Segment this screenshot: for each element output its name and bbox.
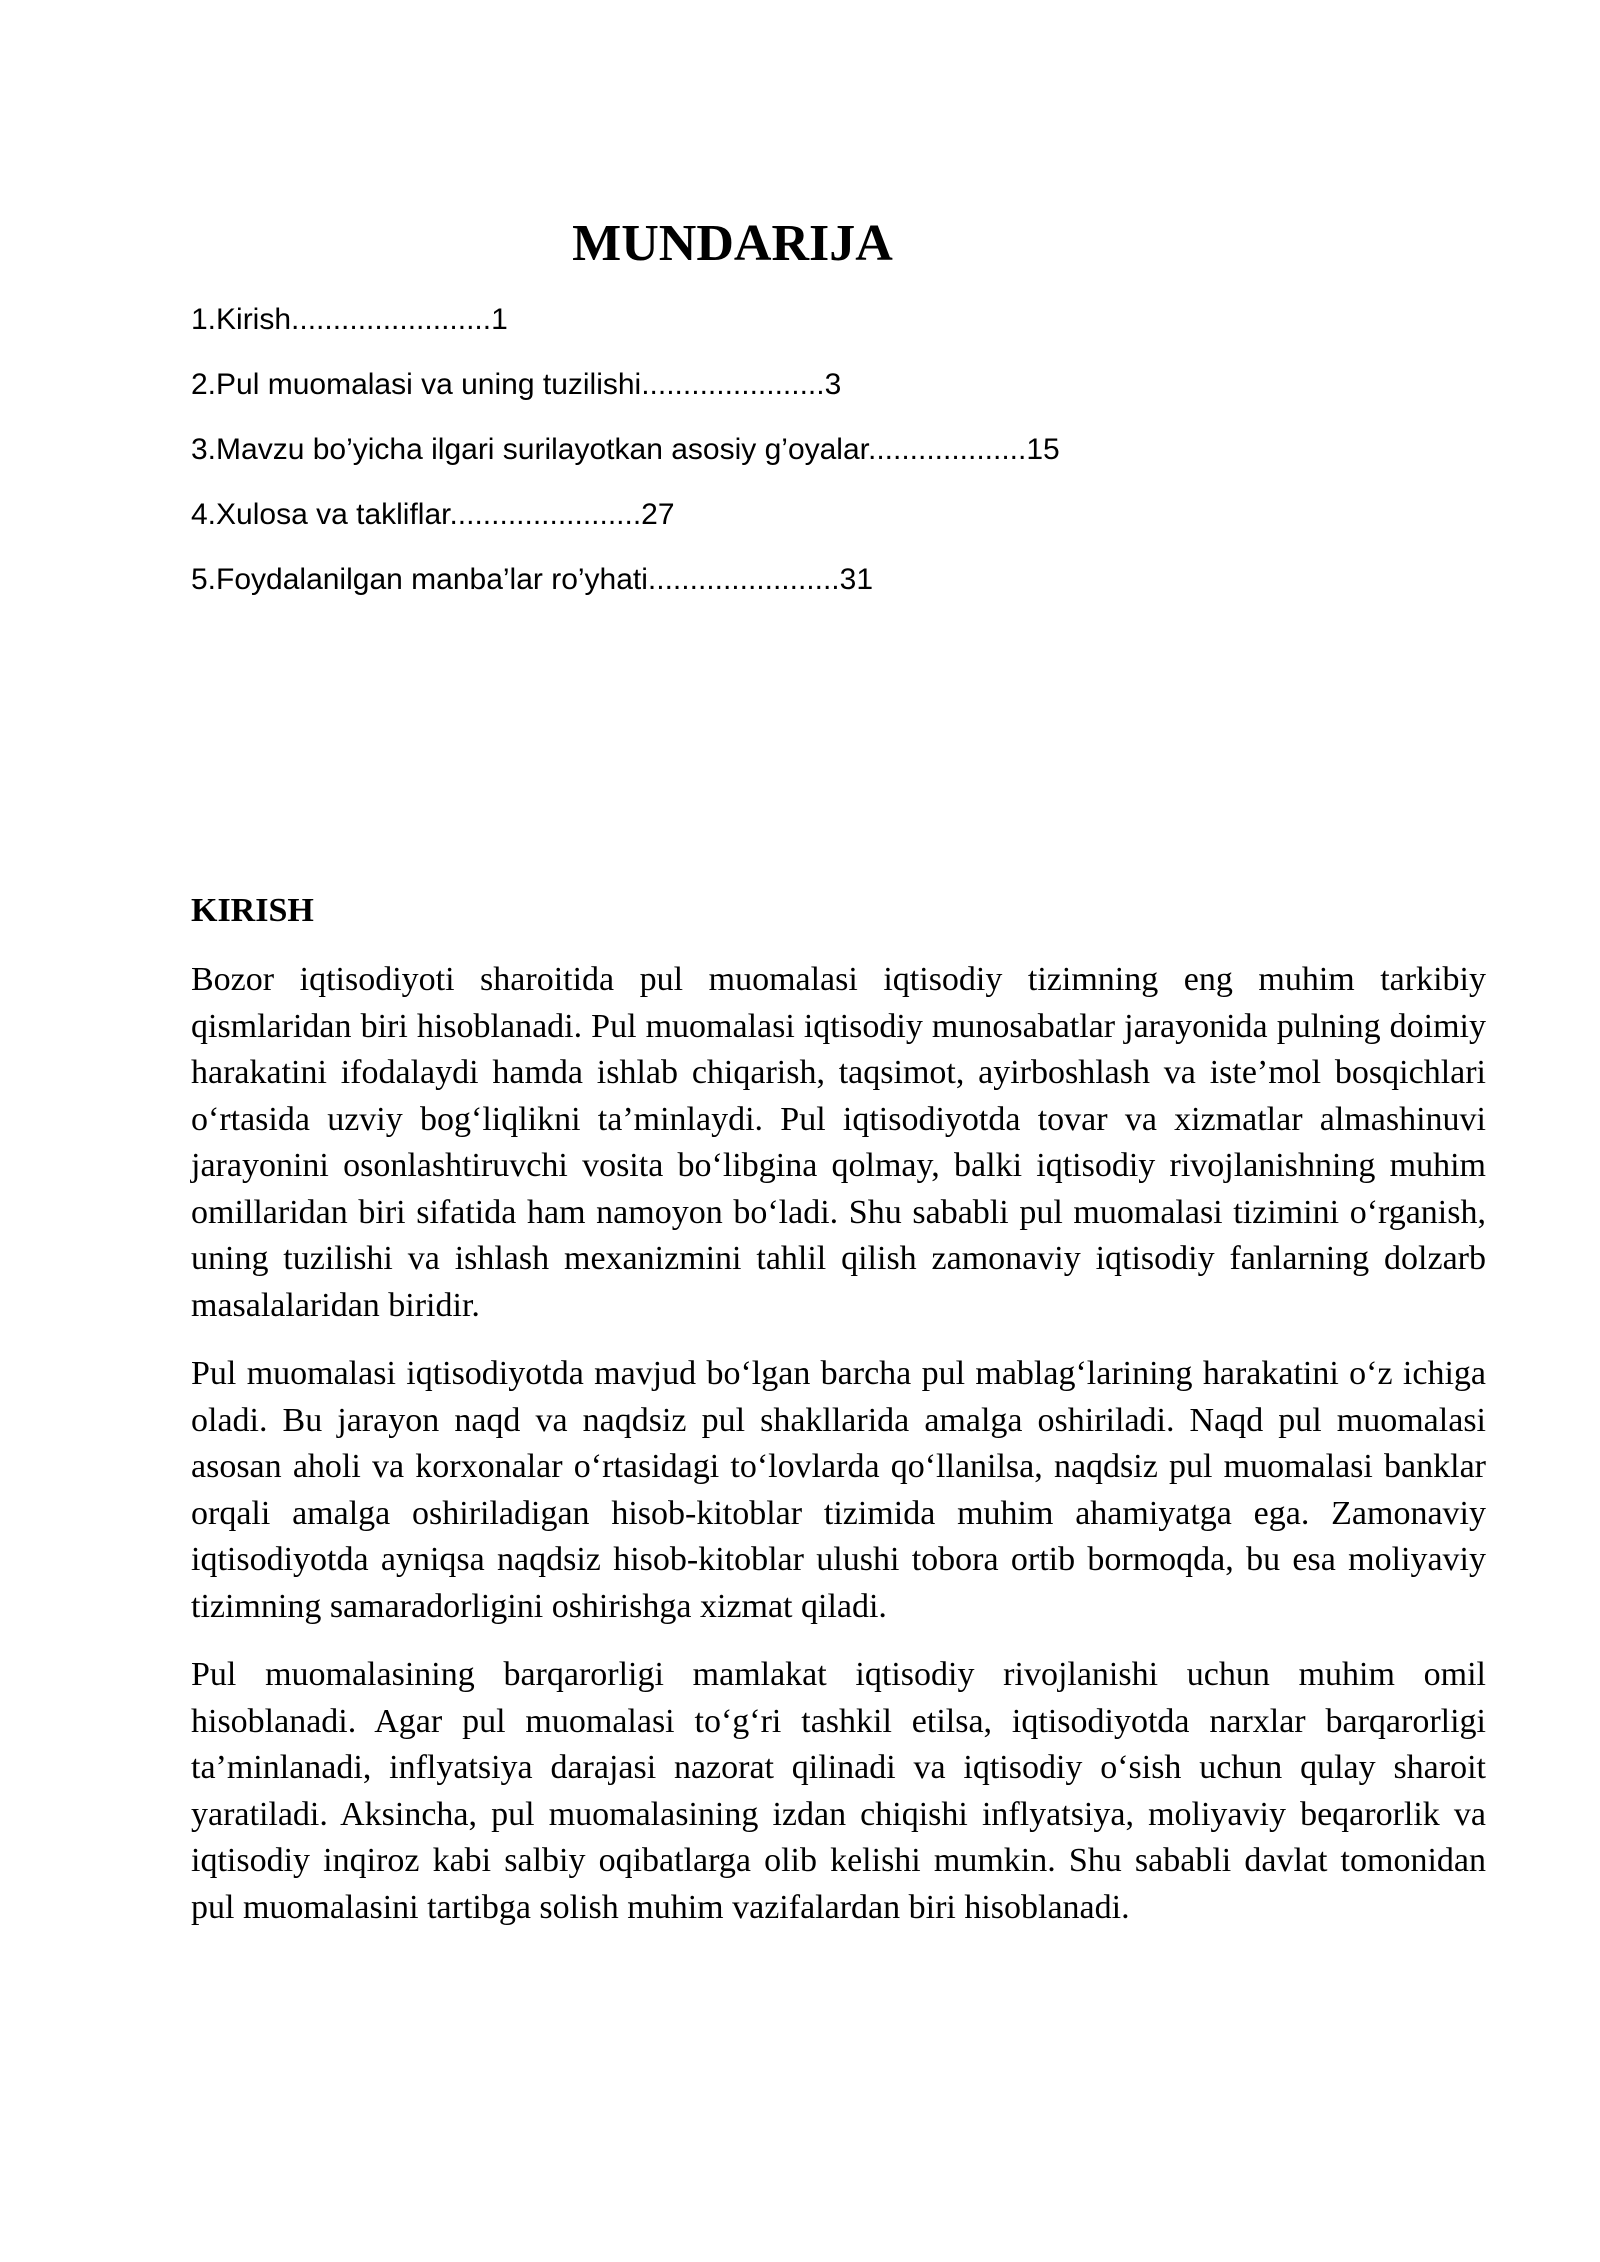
intro-body — [191, 957, 1486, 1953]
toc-title: MUNDARIJA — [572, 215, 893, 272]
intro-paragraph-3: Pul muomalasining barqarorligi mamlakat iqtisodiy rivojlanishi uchun muhim omil hisoblanadi. Agar pul muomalasi toʻgʻri tashkil etilsa, iqtisodiyotda narxlar barqarorligi ta’minlanadi, inflyatsiya darajasi nazorat qilinadi va iqtisodiy oʻsish uchun qulay sharoit yaratiladi. Aksincha, pul muomalasining izdan chiqishi inflyatsiya, moliyaviy beqarorlik va iqtisodiy inqiroz kabi salbiy oqibatlarga olib kelishi mumkin. Shu sababli davlat tomonidan pul muomalasini tartibga solish muhim vazifalardan biri hisoblanadi. — [191, 1656, 1486, 1926]
toc-item-xulosa: 4.Xulosa va takliflar.......................27 — [191, 498, 675, 531]
table-of-contents — [191, 296, 1060, 621]
toc-item-manbalar: 5.Foydalanilgan manba’lar ro’yhati.......................31 — [191, 563, 874, 596]
intro-paragraph-1: Bozor iqtisodiyoti sharoitida pul muomalasi iqtisodiy tizimning eng muhim tarkibiy qismlaridan biri hisoblanadi. Pul muomalasi iqtisodiy munosabatlar jarayonida pulning doimiy harakatini ifodalaydi hamda ishlab chiqarish, taqsimot, ayirboshlash va iste’mol bosqichlari oʻrtasida uzviy bogʻliqlikni ta’minlaydi. Pul iqtisodiyotda tovar va xizmatlar almashinuvi jarayonini osonlashtiruvchi vosita boʻlibgina qolmay, balki iqtisodiy rivojlanishning muhim omillaridan biri sifatida ham namoyon boʻladi. Shu sababli pul muomalasi tizimini oʻrganish, uning tuzilishi va ishlash mexanizmini tahlil qilish zamonaviy iqtisodiy fanlarning dolzarb masalalaridan biridir. — [191, 961, 1486, 1324]
toc-item-pul-muomalasi: 2.Pul muomalasi va uning tuzilishi......................3 — [191, 368, 842, 401]
toc-item-asosiy-goyalar: 3.Mavzu bo’yicha ilgari surilayotkan asosiy g’oyalar...................15 — [191, 433, 1060, 466]
section-heading-kirish: KIRISH — [191, 892, 314, 929]
intro-paragraph-2: Pul muomalasi iqtisodiyotda mavjud boʻlgan barcha pul mablagʻlarining harakatini oʻz ichiga oladi. Bu jarayon naqd va naqdsiz pul shakllarida amalga oshiriladi. Naqd pul muomalasi asosan aholi va korxonalar oʻrtasidagi toʻlovlarda qoʻllanilsa, naqdsiz pul muomalasi banklar orqali amalga oshiriladigan hisob-kitoblar tizimida muhim ahamiyatga ega. Zamonaviy iqtisodiyotda ayniqsa naqdsiz hisob-kitoblar ulushi tobora ortib bormoqda, bu esa moliyaviy tizimning samaradorligini oshirishga xizmat qiladi. — [191, 1355, 1486, 1625]
toc-item-kirish: 1.Kirish........................1 — [191, 303, 508, 336]
